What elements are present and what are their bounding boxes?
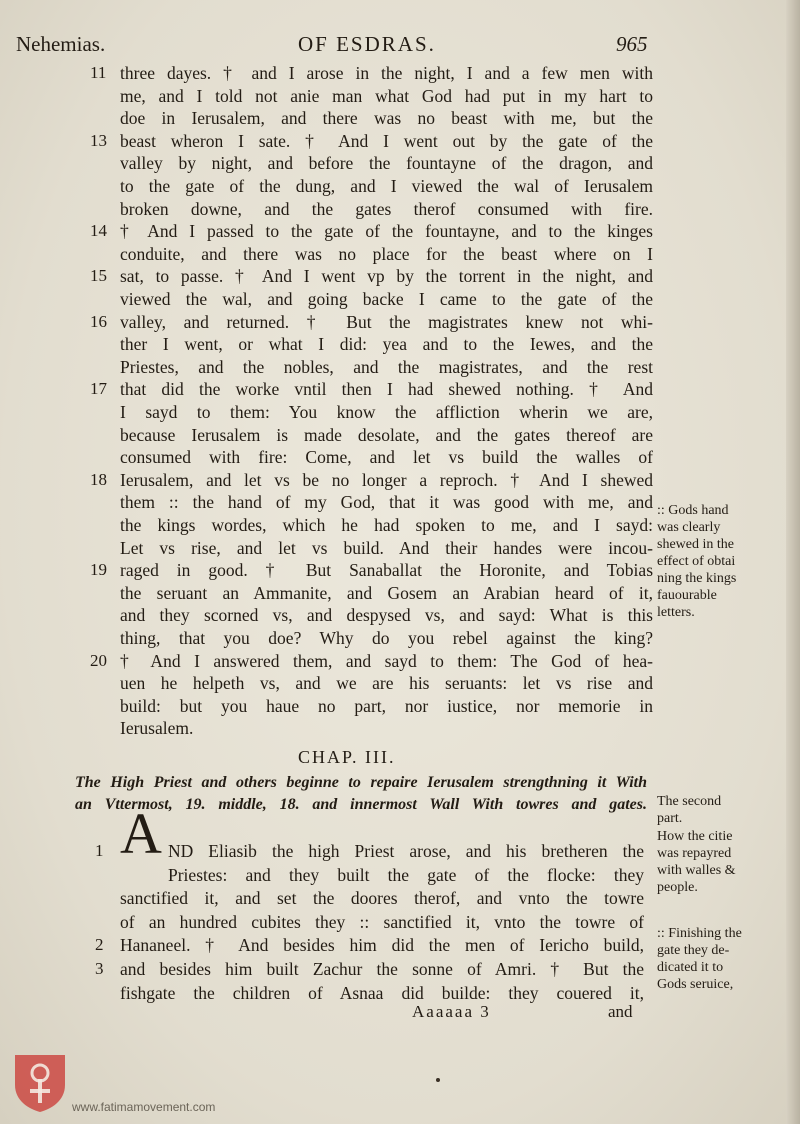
- verse-number: 14: [90, 221, 107, 241]
- text-line: and they scorned vs, and despysed vs, and sayd: What is this: [120, 605, 653, 626]
- text-line: conduite, and there was no place for the beast where on I: [120, 243, 653, 264]
- ink-dot: [436, 1078, 440, 1082]
- margin-note-line: part.: [657, 811, 683, 826]
- shield-logo-icon: [13, 1053, 67, 1113]
- text-line: I sayd to them: You know the affliction wherin we are,: [120, 402, 653, 422]
- verse-number: 20: [90, 650, 107, 670]
- running-head-left: Nehemias.: [16, 32, 106, 56]
- margin-note-line: dicated it to: [657, 960, 724, 975]
- verse-number: 16: [90, 311, 107, 331]
- margin-note-line: with walles &: [657, 863, 736, 878]
- text-line: valley, and returned. † But the magistrates knew not whi-: [120, 311, 653, 332]
- text-line: ND Eliasib the high Priest arose, and his bretheren the: [168, 841, 644, 861]
- text-line: Ierusalem.: [120, 718, 194, 739]
- text-line: Hananeel. † And besides him did the men of Iericho build,: [120, 935, 644, 956]
- watermark-url: www.fatimamovement.com: [72, 1100, 216, 1114]
- text-line: Let vs rise, and let vs build. And their handes were incou-: [120, 537, 653, 558]
- verse-number: 19: [90, 560, 107, 580]
- text-line: Ierusalem, and let vs be no longer a reproch. † And I shewed: [120, 469, 653, 490]
- text-line: the kings wordes, which he had spoken to me, and I sayd:: [120, 515, 653, 535]
- page-edge: [786, 0, 800, 1124]
- margin-note-line: How the citie: [657, 829, 733, 844]
- margin-note-line: letters.: [657, 605, 695, 620]
- verse-number: 2: [95, 935, 104, 955]
- text-line: valley by night, and before the fountayne of the dragon, and: [120, 153, 653, 174]
- verse-number: 17: [90, 379, 107, 399]
- text-line: doe in Ierusalem, and there was no beast with me, but the: [120, 108, 653, 129]
- text-line: them :: the hand of my God, that it was good with me, and: [120, 492, 653, 513]
- margin-note-line: was repayred: [657, 846, 732, 861]
- chapter-summary-line: The High Priest and others beginne to repaire Ierusalem strengthning it With: [75, 774, 647, 791]
- text-line: and besides him built Zachur the sonne of Amri. † But the: [120, 959, 644, 979]
- margin-note-line: The second: [657, 794, 722, 809]
- text-line: Priestes: and they built the gate of the flocke: they: [168, 864, 644, 885]
- drop-capital: A: [120, 801, 162, 866]
- text-line: ther I went, or what I did: yea and to the Iewes, and the: [120, 334, 653, 355]
- verse-number: 15: [90, 266, 107, 286]
- margin-note-line: Gods seruice,: [657, 977, 734, 992]
- verse-number: 1: [95, 841, 104, 860]
- signature-mark: Aaaaaa 3: [412, 1002, 491, 1021]
- verse-number: 13: [90, 130, 107, 150]
- chapter-heading: CHAP. III.: [298, 747, 396, 767]
- text-line: Priestes, and the nobles, and the magistrates, and the rest: [120, 356, 653, 377]
- text-line: fishgate the children of Asnaa did builde: they couered it,: [120, 982, 644, 1003]
- verse-number: 11: [90, 63, 107, 82]
- text-line: the seruant an Ammanite, and Gosem an Arabian heard of it,: [120, 582, 653, 603]
- catchword: and: [608, 1002, 633, 1021]
- text-line: to the gate of the dung, and I viewed the wal of Ierusalem: [120, 176, 653, 196]
- margin-note-line: gate they de-: [657, 943, 730, 958]
- margin-note-line: fauourable: [657, 588, 717, 603]
- text-line: viewed the wal, and going backe I came to the gate of the: [120, 289, 653, 309]
- text-line: † And I passed to the gate of the fountayne, and to the kinges: [120, 221, 653, 242]
- text-line: sanctified it, and set the doores therof, and vnto the towre: [120, 888, 644, 909]
- margin-note-line: ning the kings: [657, 571, 737, 586]
- margin-note-line: people.: [657, 880, 698, 895]
- text-line: thing, that you doe? Why do you rebel against the king?: [120, 628, 653, 648]
- text-line: of an hundred cubites they :: sanctified it, vnto the towre of: [120, 911, 644, 932]
- margin-note-line: shewed in the: [657, 537, 734, 552]
- verse-number: 18: [90, 469, 107, 489]
- running-head-center: OF ESDRAS.: [298, 32, 436, 56]
- text-line: build: but you haue no part, nor iustice, nor memorie in: [120, 695, 653, 716]
- verse-number: 3: [95, 959, 104, 978]
- text-line: raged in good. † But Sanaballat the Horonite, and Tobias: [120, 560, 653, 581]
- text-line: consumed with fire: Come, and let vs build the walles of: [120, 447, 653, 468]
- text-line: beast wheron I sate. † And I went out by the gate of the: [120, 130, 653, 151]
- text-line: broken downe, and the gates therof consumed with fire.: [120, 198, 653, 219]
- chapter-summary-line: an Vttermost, 19. middle, 18. and innermost Wall With towres and gates.: [75, 796, 647, 813]
- margin-note-line: was clearly: [657, 520, 721, 535]
- text-line: uen he helpeth vs, and we are his seruants: let vs rise and: [120, 673, 653, 694]
- text-line: † And I answered them, and sayd to them: The God of hea-: [120, 650, 653, 671]
- text-line: sat, to passe. † And I went vp by the torrent in the night, and: [120, 266, 653, 287]
- text-line: three dayes. † and I arose in the night, I and a few men with: [120, 63, 653, 83]
- text-line: me, and I told not anie man what God had put in my hart to: [120, 85, 653, 106]
- page-number: 965: [616, 32, 648, 56]
- margin-note-line: :: Gods hand: [657, 503, 729, 518]
- text-line: that did the worke vntil then I had shewed nothing. † And: [120, 379, 653, 400]
- margin-note-line: effect of obtai: [657, 554, 736, 569]
- text-line: because Ierusalem is made desolate, and the gates thereof are: [120, 424, 653, 445]
- margin-note-line: :: Finishing the: [657, 926, 742, 941]
